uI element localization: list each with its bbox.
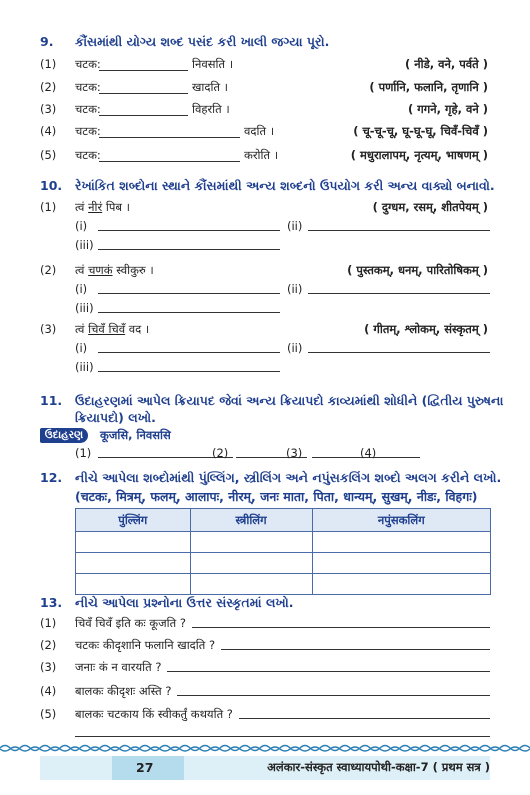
row-number: (1) (40, 57, 57, 71)
answer-blank[interactable] (99, 114, 188, 116)
column-header: स्त्रीलिंग (190, 509, 312, 532)
answer-blank[interactable] (308, 351, 490, 353)
underlined-word: चणकं (88, 263, 113, 277)
row-number: (5) (40, 148, 57, 162)
sentence-pre: त्वं (75, 200, 89, 214)
answer-blank[interactable] (99, 136, 240, 138)
item-options: ( दुग्धम, रसम्, शीतपेयम् ) (372, 200, 488, 214)
blank-label: (3) (286, 446, 303, 460)
answer-blank[interactable] (98, 370, 280, 372)
sentence-post: वद । (125, 322, 150, 336)
question-number: 12. (40, 470, 63, 485)
answer-cell[interactable] (312, 532, 490, 553)
row-verb: खादति । (192, 80, 229, 94)
question-number: (4) (40, 684, 57, 698)
row-subject: चटक: (75, 124, 101, 138)
answer-cell[interactable] (312, 553, 490, 574)
sub-label: (ii) (287, 341, 303, 355)
answer-blank[interactable] (75, 735, 490, 737)
answer-cell[interactable] (76, 553, 191, 574)
item-number: (1) (40, 200, 57, 214)
row-subject: चटक: (75, 148, 101, 162)
row-subject: चटक: (75, 80, 101, 94)
row-options: ( नीडे, वने, पर्वते ) (404, 57, 488, 71)
question-number: (1) (40, 616, 57, 630)
blank-label: (1) (75, 446, 92, 460)
row-verb: निवसति । (192, 57, 234, 71)
answer-blank[interactable] (308, 229, 490, 231)
example-badge: ઉદાહરણ (40, 428, 88, 443)
question-heading-line1: ઉદાહરણમાં આપેલ ક્રિયાપદ જેવાં અન્ય ક્રિયાપદો કાવ્યમાંથી શોધીને (દ્વિતીય પુરુષના (75, 393, 504, 408)
column-header: नपुंसकलिंग (312, 509, 490, 532)
item-options: ( गीतम्, श्लोकम्, संस्कृतम् ) (364, 322, 488, 336)
example-text: कूजसि, निवससि (100, 428, 171, 442)
sub-label: (iii) (75, 360, 94, 374)
answer-blank[interactable] (98, 351, 280, 353)
row-number: (2) (40, 80, 57, 94)
row-subject: चटक: (75, 102, 101, 116)
footer-band (40, 756, 112, 780)
sentence-pre: त्वं (75, 263, 89, 277)
answer-blank[interactable] (98, 292, 280, 294)
item-sentence (75, 200, 130, 215)
question-number: (3) (40, 660, 57, 674)
question-number: 9. (40, 34, 54, 49)
blank-label: (2) (212, 446, 229, 460)
question-number: 10. (40, 178, 63, 193)
sub-label: (ii) (287, 219, 303, 233)
question-heading: કૌંસમાંથી યોગ્ય શબ્દ પસંદ કરી ખાલી જગ્યા પૂરો. (75, 34, 330, 49)
answer-blank[interactable] (167, 670, 490, 672)
sentence-pre: त्वं (75, 322, 89, 336)
sentence-post: स्वीकुरु । (112, 263, 154, 277)
question-number: 11. (40, 393, 63, 408)
question-text: जनाः कं न वारयति ? (75, 660, 162, 674)
row-verb: वदति । (244, 124, 275, 138)
question-number: 13. (40, 595, 63, 610)
answer-cell[interactable] (190, 574, 312, 595)
underlined-word: चिवँ चिवँ (88, 322, 126, 336)
item-options: ( पुस्तकम्, धनम्, पारितोषिकम् ) (347, 263, 488, 277)
row-subject: चटक: (75, 57, 101, 71)
item-sentence (75, 322, 149, 337)
answer-blank[interactable] (98, 311, 280, 313)
answer-blank[interactable] (308, 292, 490, 294)
wave-divider (0, 743, 530, 753)
sentence-post: पिब । (102, 200, 130, 214)
row-options: ( चू-चू-चू, घू-घू-घू, चिवँ-चिवँ ) (353, 124, 488, 138)
row-verb: करोति । (244, 148, 279, 162)
item-number: (3) (40, 322, 57, 336)
sub-label: (i) (75, 219, 88, 233)
answer-blank[interactable] (192, 626, 490, 628)
answer-blank[interactable] (98, 229, 280, 231)
column-header: पुंल्लिंग (76, 509, 191, 532)
word-list: (चटकः, मित्रम्, फलम्, आलापः, नीरम्, जनः माता, पिता, धान्यम्, सुखम्, नीडः, विहगः) (75, 489, 478, 504)
item-number: (2) (40, 263, 57, 277)
question-text: चिवँ चिवँ इति कः कूजति ? (75, 616, 186, 630)
answer-cell[interactable] (76, 532, 191, 553)
row-options: ( गगने, गृहे, वने ) (408, 102, 488, 116)
sub-label: (iii) (75, 238, 94, 252)
sub-label: (ii) (287, 282, 303, 296)
page-number: 27 (136, 760, 154, 775)
row-verb: विहरति । (192, 102, 230, 116)
question-heading-line2: ક્રિયાપદો) લખો. (75, 410, 156, 425)
row-options: ( पर्णानि, फलानि, तृणानि ) (369, 80, 488, 94)
question-heading: રેખાંકિત શબ્દોના સ્થાને કૌંસમાંથી અન્ય શબ્દનો ઉપયોગ કરી અન્ય વાક્યો બનાવો. (75, 178, 495, 193)
gender-table (75, 508, 491, 595)
answer-cell[interactable] (190, 532, 312, 553)
question-text: बालकः चटकाय किं स्वीकर्तुं कथयति ? (75, 707, 233, 721)
answer-cell[interactable] (312, 574, 490, 595)
answer-blank[interactable] (221, 648, 490, 650)
answer-cell[interactable] (76, 574, 191, 595)
answer-blank[interactable] (239, 717, 490, 719)
row-number: (3) (40, 102, 57, 116)
question-heading: નીચે આપેલા પ્રશ્નોના ઉત્તર સંસ્કૃતમાં લખો. (75, 595, 294, 610)
underlined-word: नीरं (88, 200, 103, 214)
answer-blank[interactable] (98, 248, 280, 250)
question-number: (2) (40, 638, 57, 652)
sub-label: (iii) (75, 301, 94, 315)
sub-label: (i) (75, 341, 88, 355)
answer-cell[interactable] (190, 553, 312, 574)
answer-blank[interactable] (99, 92, 188, 94)
answer-blank[interactable] (99, 160, 240, 162)
question-text: बालकः कीदृशः अस्ति ? (75, 684, 172, 698)
question-number: (5) (40, 707, 57, 721)
footer-title: अलंकार-संस्कृत स्वाध्यायपोथी-कक्षा-7 ( प्रथम सत्र ) (267, 760, 490, 774)
question-text: चटकः कीदृशानि फलानि खादति ? (75, 638, 216, 652)
blank-label: (4) (360, 446, 377, 460)
row-options: ( मधुरालापम्, नृत्यम्, भाषणम् ) (350, 148, 488, 162)
sub-label: (i) (75, 282, 88, 296)
item-sentence (75, 263, 154, 278)
row-number: (4) (40, 124, 57, 138)
answer-blank[interactable] (177, 694, 490, 696)
answer-blank[interactable] (99, 69, 188, 71)
question-heading: નીચે આપેલા શબ્દોમાંથી પુંલ્લિંગ, સ્ત્રીલિંગ અને નપુંસકલિંગ શબ્દો અલગ કરીને લખો. (75, 470, 502, 485)
